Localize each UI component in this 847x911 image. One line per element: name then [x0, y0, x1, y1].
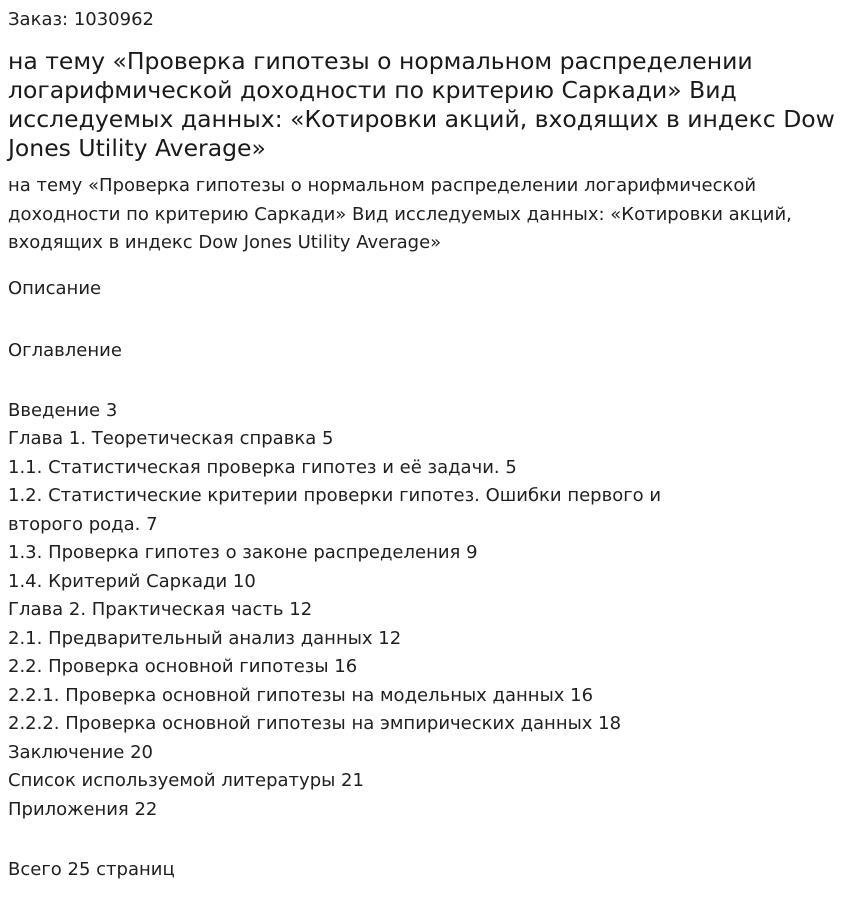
table-of-contents [8, 397, 839, 825]
document-subtitle: на тему «Проверка гипотезы о нормальном распределении логарифмической доходности по критерию Саркади» Вид исследуемых данных: «Котировки акций, входящих в индекс Dow Jones Utility Average» [8, 175, 792, 253]
toc-item-chapter-1: Глава 1. Теоретическая справка 5 [8, 428, 334, 449]
document-title: на тему «Проверка гипотезы о нормальном распределении логарифмической доходности по критерию Саркади» Вид исследуемых данных: «Котировки акций, входящих в индекс Dow Jones Utility Average» [8, 47, 835, 162]
toc-item-1-3: 1.3. Проверка гипотез о законе распределения 9 [8, 542, 478, 563]
toc-heading: Оглавление [8, 339, 122, 361]
toc-item-chapter-2: Глава 2. Практическая часть 12 [8, 599, 313, 620]
description-label: Описание [8, 277, 102, 299]
toc-item-1-2: 1.2. Статистические критерии проверки гипотез. Ошибки первого и второго рода. 7 [8, 485, 662, 535]
toc-item-1-1: 1.1. Статистическая проверка гипотез и её задачи. 5 [8, 456, 517, 478]
toc-item-2-1: 2.1. Предварительный анализ данных 12 [8, 627, 402, 649]
toc-item-2-2-2: 2.2.2. Проверка основной гипотезы на эмпирических данных 18 [8, 713, 622, 734]
order-number: Заказ: 1030962 [8, 9, 154, 30]
toc-item-2-2-1: 2.2.1. Проверка основной гипотезы на модельных данных 16 [8, 684, 594, 706]
toc-item-2-2: 2.2. Проверка основной гипотезы 16 [8, 656, 358, 677]
toc-item-appendices: Приложения 22 [8, 798, 158, 820]
toc-item-1-4: 1.4. Критерий Саркади 10 [8, 570, 256, 592]
toc-item-introduction: Введение 3 [8, 399, 118, 421]
toc-item-references: Список используемой литературы 21 [8, 770, 364, 791]
toc-item-conclusion: Заключение 20 [8, 741, 153, 763]
total-pages: Всего 25 страниц [8, 859, 175, 880]
